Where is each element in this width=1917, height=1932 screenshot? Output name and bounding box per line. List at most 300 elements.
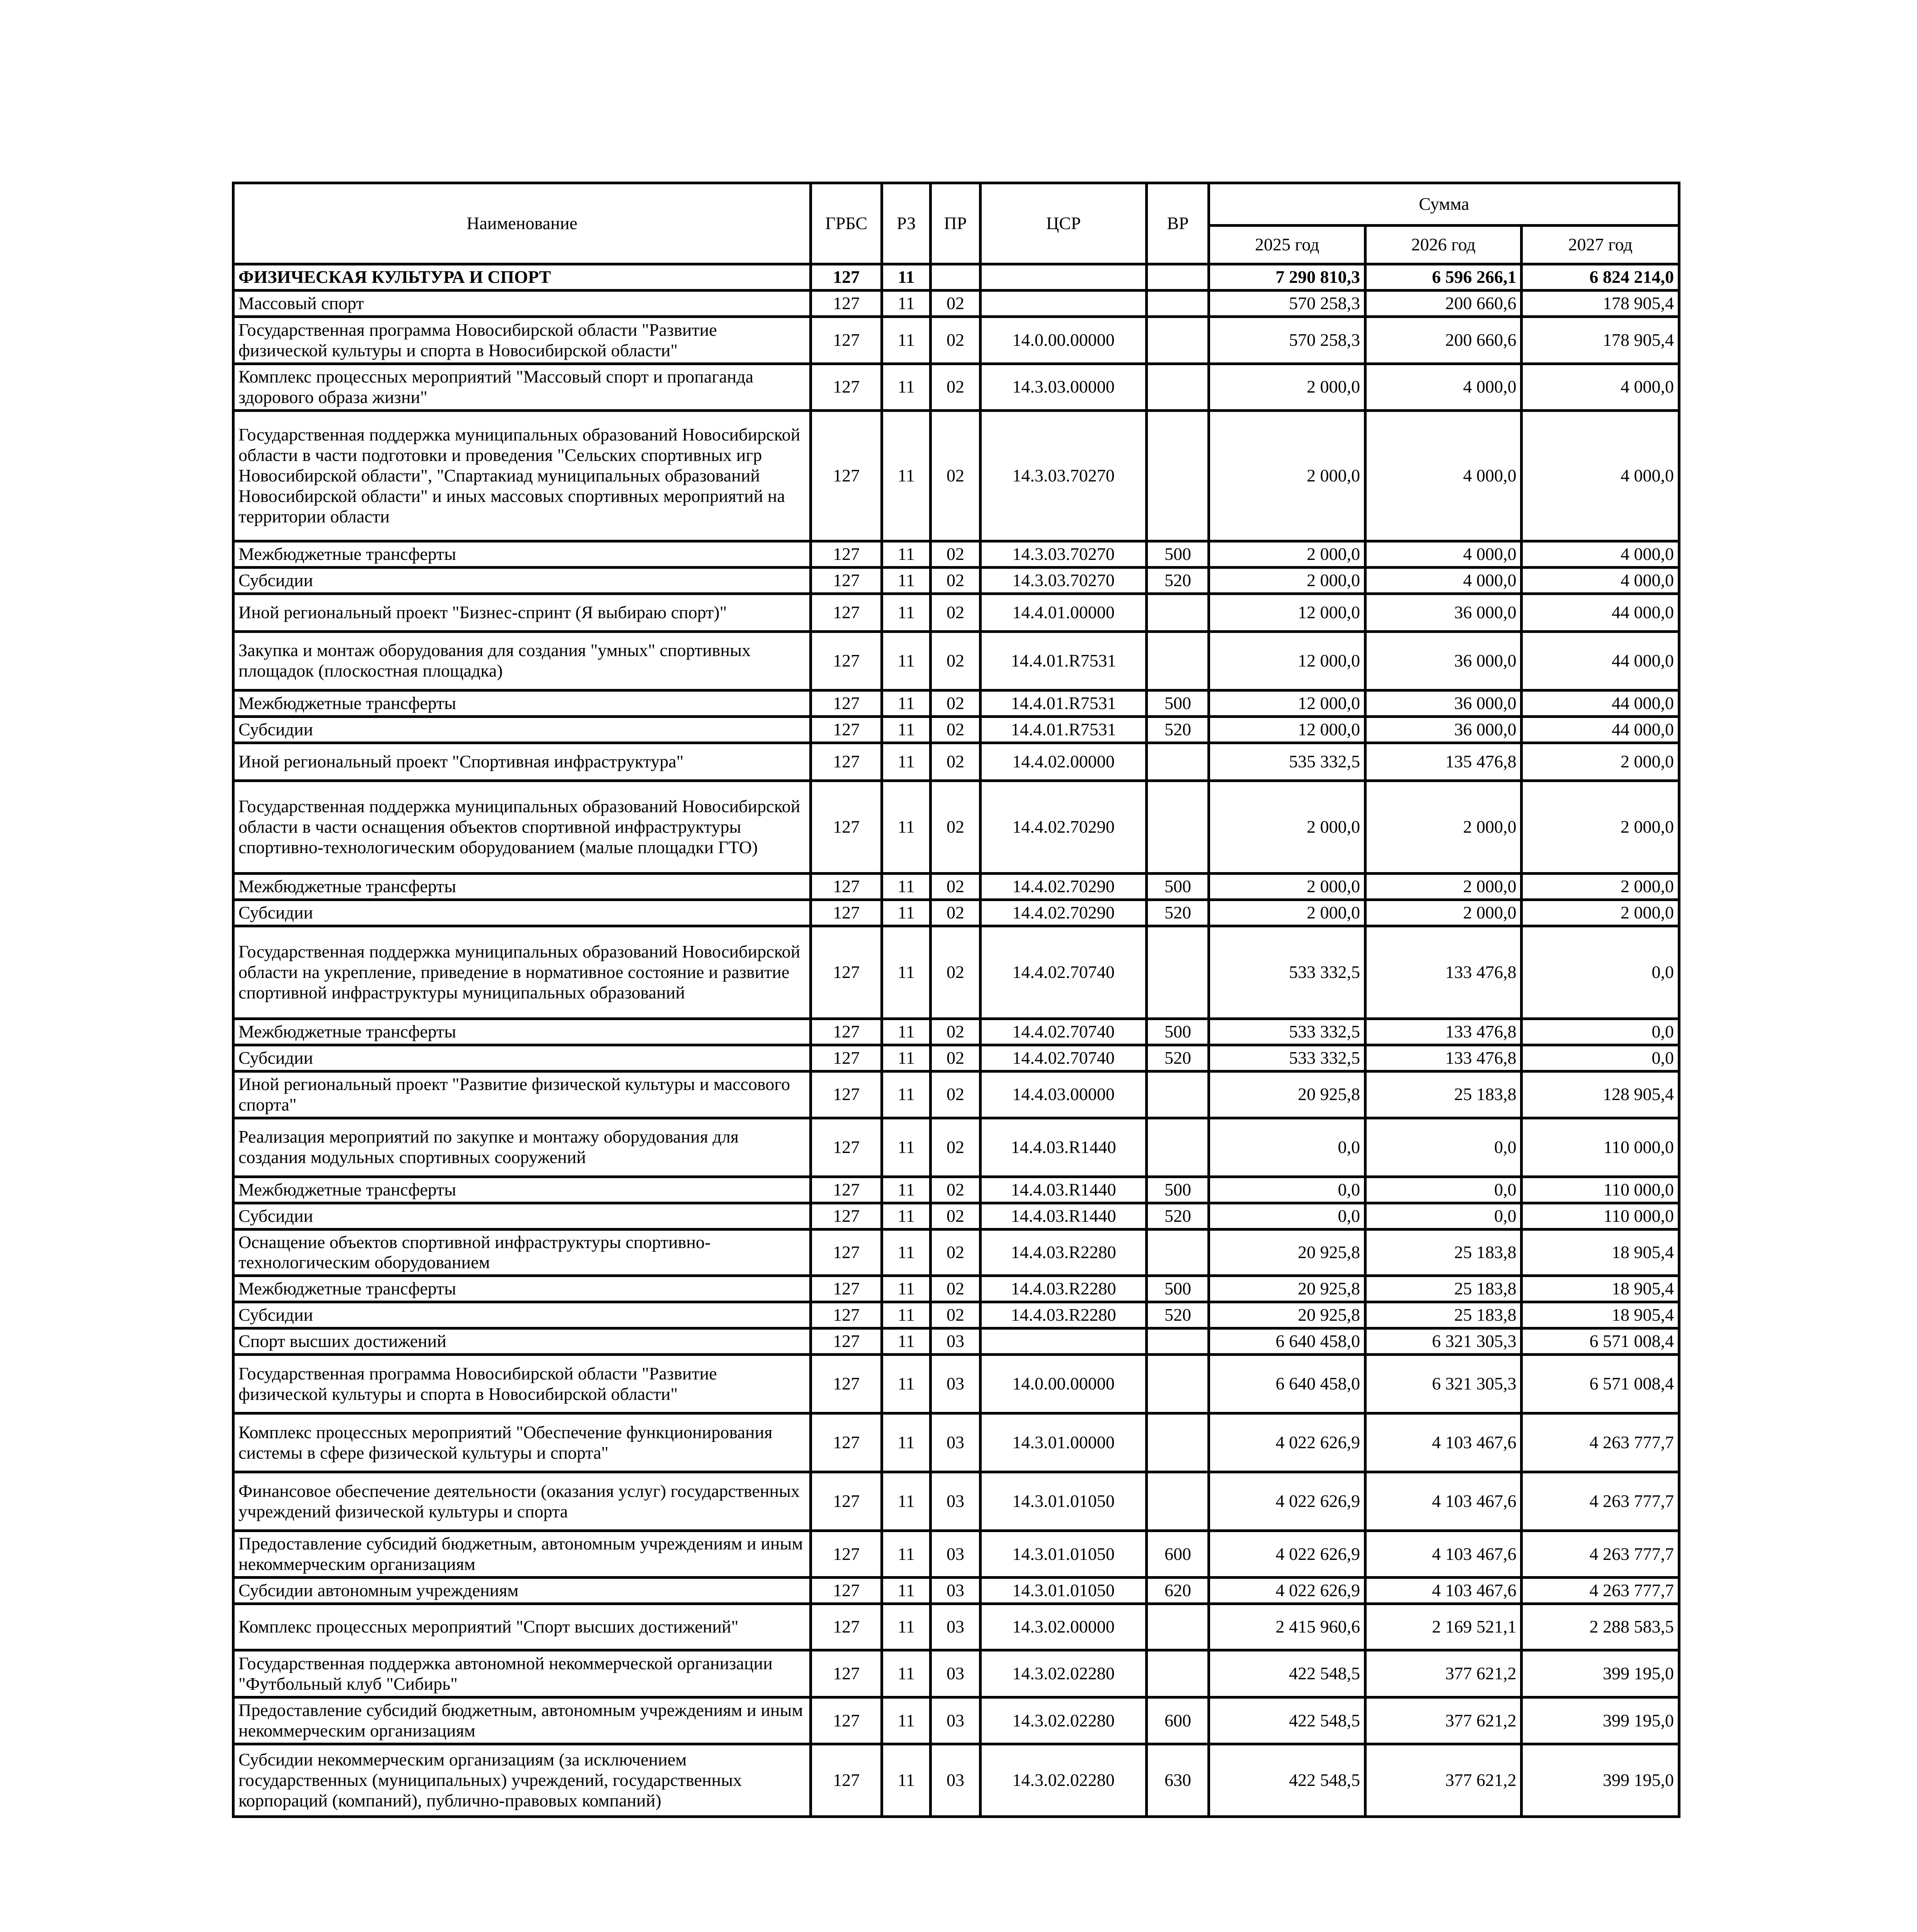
cell-2027: 4 000,0 (1522, 410, 1679, 541)
cell-csr: 14.3.02.02280 (980, 1697, 1147, 1744)
cell-2026: 135 476,8 (1365, 743, 1521, 781)
cell-grbs: 127 (811, 631, 882, 690)
cell-2027: 4 263 777,7 (1522, 1472, 1679, 1531)
cell-2027: 399 195,0 (1522, 1697, 1679, 1744)
cell-grbs: 127 (811, 690, 882, 716)
cell-2025: 12 000,0 (1209, 716, 1365, 743)
cell-csr: 14.0.00.00000 (980, 1355, 1147, 1413)
table-row (233, 690, 1679, 716)
cell-2027: 2 000,0 (1522, 900, 1679, 926)
cell-rz: 11 (882, 567, 931, 594)
table-row (233, 631, 1679, 690)
cell-csr: 14.3.03.70270 (980, 410, 1147, 541)
cell-name: Субсидии (233, 567, 811, 594)
cell-vr: 520 (1147, 1302, 1209, 1328)
cell-pr: 03 (931, 1604, 981, 1650)
cell-2026: 4 103 467,6 (1365, 1413, 1521, 1472)
cell-csr: 14.3.02.02280 (980, 1650, 1147, 1697)
cell-2027: 4 000,0 (1522, 567, 1679, 594)
cell-pr: 02 (931, 716, 981, 743)
table-row (233, 1472, 1679, 1531)
cell-2026: 377 621,2 (1365, 1697, 1521, 1744)
cell-grbs: 127 (811, 1744, 882, 1816)
cell-2027: 6 571 008,4 (1522, 1355, 1679, 1413)
cell-vr (1147, 264, 1209, 291)
cell-vr: 630 (1147, 1744, 1209, 1816)
cell-name: Межбюджетные трансферты (233, 1177, 811, 1203)
cell-vr: 600 (1147, 1531, 1209, 1578)
cell-2027: 44 000,0 (1522, 594, 1679, 631)
cell-name: Субсидии автономным учреждениям (233, 1578, 811, 1604)
cell-2026: 4 103 467,6 (1365, 1472, 1521, 1531)
cell-pr: 02 (931, 1203, 981, 1229)
cell-pr: 02 (931, 1276, 981, 1302)
cell-csr: 14.4.01.R7531 (980, 716, 1147, 743)
cell-rz: 11 (882, 631, 931, 690)
cell-2027: 44 000,0 (1522, 716, 1679, 743)
cell-name: Комплекс процессных мероприятий "Массовый спорт и пропаганда здорового образа жизни" (233, 364, 811, 411)
cell-2027: 4 263 777,7 (1522, 1578, 1679, 1604)
cell-grbs: 127 (811, 1578, 882, 1604)
cell-2026: 2 000,0 (1365, 781, 1521, 873)
cell-pr: 02 (931, 594, 981, 631)
cell-2026: 4 000,0 (1365, 541, 1521, 567)
cell-2026: 6 596 266,1 (1365, 264, 1521, 291)
cell-pr: 03 (931, 1355, 981, 1413)
cell-rz: 11 (882, 541, 931, 567)
cell-vr: 500 (1147, 541, 1209, 567)
cell-vr: 500 (1147, 873, 1209, 900)
cell-2027: 2 000,0 (1522, 873, 1679, 900)
cell-csr: 14.4.03.R2280 (980, 1276, 1147, 1302)
table-row (233, 1744, 1679, 1816)
cell-grbs: 127 (811, 743, 882, 781)
cell-grbs: 127 (811, 1355, 882, 1413)
cell-2027: 2 000,0 (1522, 743, 1679, 781)
cell-csr: 14.4.02.70740 (980, 1045, 1147, 1071)
cell-rz: 11 (882, 1744, 931, 1816)
cell-rz: 11 (882, 1328, 931, 1355)
col-header-2025: 2025 год (1209, 226, 1365, 264)
cell-2025: 4 022 626,9 (1209, 1531, 1365, 1578)
cell-vr: 500 (1147, 1177, 1209, 1203)
cell-grbs: 127 (811, 1697, 882, 1744)
cell-2027: 4 000,0 (1522, 364, 1679, 411)
cell-2027: 44 000,0 (1522, 690, 1679, 716)
cell-grbs: 127 (811, 1328, 882, 1355)
cell-2025: 533 332,5 (1209, 926, 1365, 1019)
cell-2025: 422 548,5 (1209, 1650, 1365, 1697)
cell-rz: 11 (882, 291, 931, 317)
table-row (233, 1650, 1679, 1697)
cell-vr (1147, 926, 1209, 1019)
cell-grbs: 127 (811, 781, 882, 873)
cell-name: Субсидии (233, 900, 811, 926)
cell-2025: 12 000,0 (1209, 594, 1365, 631)
table-row (233, 594, 1679, 631)
table-row (233, 264, 1679, 291)
cell-2025: 20 925,8 (1209, 1302, 1365, 1328)
table-row (233, 1276, 1679, 1302)
cell-grbs: 127 (811, 1604, 882, 1650)
cell-csr: 14.3.01.01050 (980, 1472, 1147, 1531)
cell-pr: 02 (931, 567, 981, 594)
cell-2025: 422 548,5 (1209, 1697, 1365, 1744)
cell-csr: 14.3.02.00000 (980, 1604, 1147, 1650)
cell-pr: 02 (931, 743, 981, 781)
cell-2027: 4 263 777,7 (1522, 1531, 1679, 1578)
cell-csr: 14.4.02.70740 (980, 1019, 1147, 1045)
cell-vr: 520 (1147, 1203, 1209, 1229)
cell-pr: 03 (931, 1328, 981, 1355)
cell-vr (1147, 1355, 1209, 1413)
cell-pr: 02 (931, 317, 981, 364)
cell-2027: 399 195,0 (1522, 1744, 1679, 1816)
cell-rz: 11 (882, 1118, 931, 1177)
cell-2025: 0,0 (1209, 1118, 1365, 1177)
cell-2025: 2 000,0 (1209, 567, 1365, 594)
cell-grbs: 127 (811, 1177, 882, 1203)
cell-csr (980, 291, 1147, 317)
cell-grbs: 127 (811, 567, 882, 594)
cell-grbs: 127 (811, 1302, 882, 1328)
cell-csr (980, 1328, 1147, 1355)
cell-name: Межбюджетные трансферты (233, 1276, 811, 1302)
cell-2025: 2 415 960,6 (1209, 1604, 1365, 1650)
cell-pr: 03 (931, 1531, 981, 1578)
cell-pr: 02 (931, 291, 981, 317)
table-row (233, 541, 1679, 567)
table-row (233, 1413, 1679, 1472)
cell-2027: 0,0 (1522, 1045, 1679, 1071)
cell-vr (1147, 1229, 1209, 1276)
cell-vr (1147, 781, 1209, 873)
table-row (233, 1203, 1679, 1229)
cell-rz: 11 (882, 1355, 931, 1413)
cell-pr: 02 (931, 364, 981, 411)
table-row (233, 364, 1679, 411)
cell-rz: 11 (882, 1302, 931, 1328)
cell-rz: 11 (882, 364, 931, 411)
table-row (233, 1045, 1679, 1071)
cell-vr: 520 (1147, 1045, 1209, 1071)
cell-2026: 4 000,0 (1365, 567, 1521, 594)
cell-vr (1147, 317, 1209, 364)
cell-rz: 11 (882, 781, 931, 873)
cell-2027: 2 000,0 (1522, 781, 1679, 873)
cell-pr: 02 (931, 900, 981, 926)
cell-grbs: 127 (811, 1019, 882, 1045)
table-row (233, 1697, 1679, 1744)
cell-2027: 6 824 214,0 (1522, 264, 1679, 291)
cell-2025: 12 000,0 (1209, 631, 1365, 690)
cell-csr: 14.4.02.00000 (980, 743, 1147, 781)
cell-2027: 4 263 777,7 (1522, 1413, 1679, 1472)
cell-name: Государственная поддержка муниципальных образований Новосибирской области в части оснащения объектов спортивной инфраструктуры спортивно-технологическим оборудованием (малые площадки ГТО) (233, 781, 811, 873)
cell-vr (1147, 1118, 1209, 1177)
table-row (233, 716, 1679, 743)
cell-rz: 11 (882, 1531, 931, 1578)
cell-vr: 500 (1147, 690, 1209, 716)
cell-rz: 11 (882, 264, 931, 291)
cell-csr: 14.4.02.70740 (980, 926, 1147, 1019)
cell-pr: 02 (931, 631, 981, 690)
cell-csr: 14.3.01.01050 (980, 1531, 1147, 1578)
cell-grbs: 127 (811, 541, 882, 567)
cell-2025: 20 925,8 (1209, 1071, 1365, 1118)
cell-2027: 6 571 008,4 (1522, 1328, 1679, 1355)
budget-table (232, 182, 1680, 1818)
table-row (233, 1302, 1679, 1328)
cell-2026: 0,0 (1365, 1118, 1521, 1177)
cell-2027: 178 905,4 (1522, 317, 1679, 364)
cell-grbs: 127 (811, 364, 882, 411)
cell-csr: 14.3.02.02280 (980, 1744, 1147, 1816)
cell-pr: 03 (931, 1413, 981, 1472)
cell-2025: 20 925,8 (1209, 1276, 1365, 1302)
cell-2025: 6 640 458,0 (1209, 1328, 1365, 1355)
cell-2025: 570 258,3 (1209, 317, 1365, 364)
cell-name: Предоставление субсидий бюджетным, автономным учреждениям и иным некоммерческим организациям (233, 1697, 811, 1744)
table-row (233, 1177, 1679, 1203)
col-header-vr: ВР (1147, 183, 1209, 264)
cell-2025: 2 000,0 (1209, 364, 1365, 411)
cell-rz: 11 (882, 1697, 931, 1744)
cell-name: Оснащение объектов спортивной инфраструктуры спортивно-технологическим оборудованием (233, 1229, 811, 1276)
cell-pr (931, 264, 981, 291)
cell-2026: 377 621,2 (1365, 1744, 1521, 1816)
cell-name: Государственная программа Новосибирской области "Развитие физической культуры и спорта в Новосибирской области" (233, 317, 811, 364)
cell-2027: 18 905,4 (1522, 1276, 1679, 1302)
cell-2027: 110 000,0 (1522, 1177, 1679, 1203)
cell-name: Реализация мероприятий по закупке и монтажу оборудования для создания модульных спортивных сооружений (233, 1118, 811, 1177)
col-header-sum: Сумма (1209, 183, 1679, 226)
cell-2026: 36 000,0 (1365, 716, 1521, 743)
table-row (233, 743, 1679, 781)
cell-pr: 02 (931, 1071, 981, 1118)
table-row (233, 1531, 1679, 1578)
cell-2026: 2 000,0 (1365, 873, 1521, 900)
cell-2026: 133 476,8 (1365, 926, 1521, 1019)
cell-2026: 200 660,6 (1365, 317, 1521, 364)
table-row (233, 317, 1679, 364)
cell-name: Субсидии (233, 1203, 811, 1229)
table-row (233, 1604, 1679, 1650)
table-row (233, 781, 1679, 873)
cell-rz: 11 (882, 926, 931, 1019)
cell-2026: 200 660,6 (1365, 291, 1521, 317)
cell-2025: 6 640 458,0 (1209, 1355, 1365, 1413)
cell-vr: 520 (1147, 567, 1209, 594)
cell-2027: 2 288 583,5 (1522, 1604, 1679, 1650)
cell-rz: 11 (882, 1177, 931, 1203)
col-header-name: Наименование (233, 183, 811, 264)
table-row (233, 1019, 1679, 1045)
cell-2025: 535 332,5 (1209, 743, 1365, 781)
cell-pr: 03 (931, 1697, 981, 1744)
table-row (233, 1355, 1679, 1413)
cell-rz: 11 (882, 1472, 931, 1531)
cell-rz: 11 (882, 1604, 931, 1650)
cell-2027: 399 195,0 (1522, 1650, 1679, 1697)
cell-csr: 14.4.01.R7531 (980, 690, 1147, 716)
cell-csr: 14.4.03.R1440 (980, 1177, 1147, 1203)
cell-2025: 570 258,3 (1209, 291, 1365, 317)
cell-2027: 0,0 (1522, 926, 1679, 1019)
cell-csr: 14.4.03.R2280 (980, 1229, 1147, 1276)
col-header-csr: ЦСР (980, 183, 1147, 264)
cell-grbs: 127 (811, 1472, 882, 1531)
cell-pr: 02 (931, 873, 981, 900)
cell-vr (1147, 1604, 1209, 1650)
cell-pr: 03 (931, 1744, 981, 1816)
cell-vr (1147, 291, 1209, 317)
cell-vr (1147, 1650, 1209, 1697)
cell-name: Государственная поддержка муниципальных образований Новосибирской области на укрепление, приведение в нормативное состояние и развитие спортивной инфраструктуры муниципальных образований (233, 926, 811, 1019)
cell-2026: 0,0 (1365, 1203, 1521, 1229)
cell-grbs: 127 (811, 873, 882, 900)
cell-2025: 4 022 626,9 (1209, 1413, 1365, 1472)
cell-name: Массовый спорт (233, 291, 811, 317)
cell-2025: 4 022 626,9 (1209, 1472, 1365, 1531)
cell-name: Межбюджетные трансферты (233, 1019, 811, 1045)
cell-rz: 11 (882, 1276, 931, 1302)
cell-grbs: 127 (811, 410, 882, 541)
cell-rz: 11 (882, 1413, 931, 1472)
cell-csr: 14.3.03.70270 (980, 567, 1147, 594)
cell-grbs: 127 (811, 1118, 882, 1177)
table-row (233, 410, 1679, 541)
cell-pr: 02 (931, 1118, 981, 1177)
cell-name: Субсидии (233, 1302, 811, 1328)
cell-name: Государственная поддержка автономной некоммерческой организации "Футбольный клуб "Сибирь" (233, 1650, 811, 1697)
table-row (233, 926, 1679, 1019)
cell-vr: 500 (1147, 1276, 1209, 1302)
col-header-2026: 2026 год (1365, 226, 1521, 264)
cell-rz: 11 (882, 317, 931, 364)
cell-vr: 620 (1147, 1578, 1209, 1604)
cell-2026: 25 183,8 (1365, 1302, 1521, 1328)
cell-vr: 600 (1147, 1697, 1209, 1744)
cell-csr: 14.4.01.00000 (980, 594, 1147, 631)
cell-2026: 4 103 467,6 (1365, 1578, 1521, 1604)
cell-2025: 4 022 626,9 (1209, 1578, 1365, 1604)
cell-vr (1147, 594, 1209, 631)
cell-vr (1147, 1413, 1209, 1472)
cell-2026: 36 000,0 (1365, 631, 1521, 690)
cell-vr (1147, 743, 1209, 781)
cell-grbs: 127 (811, 1413, 882, 1472)
table-row (233, 291, 1679, 317)
cell-rz: 11 (882, 716, 931, 743)
cell-name: Комплекс процессных мероприятий "Спорт высших достижений" (233, 1604, 811, 1650)
cell-grbs: 127 (811, 1045, 882, 1071)
table-row (233, 873, 1679, 900)
cell-csr: 14.3.01.01050 (980, 1578, 1147, 1604)
cell-2027: 0,0 (1522, 1019, 1679, 1045)
cell-grbs: 127 (811, 1203, 882, 1229)
cell-2026: 25 183,8 (1365, 1276, 1521, 1302)
cell-name: Субсидии некоммерческим организациям (за исключением государственных (муниципальных) учреждений, государственных корпораций (компаний), публично-правовых компаний) (233, 1744, 811, 1816)
cell-grbs: 127 (811, 317, 882, 364)
cell-csr: 14.4.02.70290 (980, 900, 1147, 926)
cell-2025: 12 000,0 (1209, 690, 1365, 716)
cell-vr (1147, 1328, 1209, 1355)
cell-2026: 6 321 305,3 (1365, 1355, 1521, 1413)
cell-2025: 7 290 810,3 (1209, 264, 1365, 291)
cell-rz: 11 (882, 1203, 931, 1229)
cell-2025: 2 000,0 (1209, 781, 1365, 873)
cell-2026: 4 103 467,6 (1365, 1531, 1521, 1578)
cell-vr: 520 (1147, 900, 1209, 926)
cell-name: Государственная поддержка муниципальных образований Новосибирской области в части подготовки и проведения "Сельских спортивных игр Новосибирской области", "Спартакиад муниципальных образований Новосибирской области" и иных массовых спортивных мероприятий на территории области (233, 410, 811, 541)
cell-name: Комплекс процессных мероприятий "Обеспечение функционирования системы в сфере физической культуры и спорта" (233, 1413, 811, 1472)
cell-grbs: 127 (811, 291, 882, 317)
cell-rz: 11 (882, 1071, 931, 1118)
cell-pr: 02 (931, 1229, 981, 1276)
cell-2025: 533 332,5 (1209, 1019, 1365, 1045)
cell-grbs: 127 (811, 1650, 882, 1697)
cell-pr: 02 (931, 926, 981, 1019)
cell-grbs: 127 (811, 900, 882, 926)
table-row (233, 1229, 1679, 1276)
cell-vr: 520 (1147, 716, 1209, 743)
cell-grbs: 127 (811, 1531, 882, 1578)
cell-name: Финансовое обеспечение деятельности (оказания услуг) государственных учреждений физической культуры и спорта (233, 1472, 811, 1531)
cell-name: Межбюджетные трансферты (233, 690, 811, 716)
cell-rz: 11 (882, 410, 931, 541)
cell-name: Субсидии (233, 716, 811, 743)
cell-csr: 14.3.03.70270 (980, 541, 1147, 567)
table-row (233, 900, 1679, 926)
cell-vr (1147, 364, 1209, 411)
cell-rz: 11 (882, 900, 931, 926)
table-row (233, 1328, 1679, 1355)
cell-rz: 11 (882, 743, 931, 781)
cell-vr (1147, 1071, 1209, 1118)
cell-2026: 133 476,8 (1365, 1045, 1521, 1071)
cell-pr: 02 (931, 410, 981, 541)
cell-rz: 11 (882, 1045, 931, 1071)
cell-2026: 36 000,0 (1365, 690, 1521, 716)
cell-rz: 11 (882, 690, 931, 716)
cell-name: Иной региональный проект "Спортивная инфраструктура" (233, 743, 811, 781)
cell-2026: 133 476,8 (1365, 1019, 1521, 1045)
cell-2025: 20 925,8 (1209, 1229, 1365, 1276)
cell-2027: 18 905,4 (1522, 1229, 1679, 1276)
cell-pr: 02 (931, 1302, 981, 1328)
cell-csr: 14.3.03.00000 (980, 364, 1147, 411)
cell-vr (1147, 631, 1209, 690)
cell-2027: 110 000,0 (1522, 1118, 1679, 1177)
cell-2027: 178 905,4 (1522, 291, 1679, 317)
cell-name: Предоставление субсидий бюджетным, автономным учреждениям и иным некоммерческим организациям (233, 1531, 811, 1578)
cell-2025: 2 000,0 (1209, 900, 1365, 926)
cell-2026: 2 169 521,1 (1365, 1604, 1521, 1650)
cell-2027: 110 000,0 (1522, 1203, 1679, 1229)
table-row (233, 1118, 1679, 1177)
cell-pr: 02 (931, 690, 981, 716)
col-header-grbs: ГРБС (811, 183, 882, 264)
cell-2026: 36 000,0 (1365, 594, 1521, 631)
cell-csr: 14.4.02.70290 (980, 781, 1147, 873)
cell-2026: 25 183,8 (1365, 1229, 1521, 1276)
cell-vr: 500 (1147, 1019, 1209, 1045)
cell-rz: 11 (882, 873, 931, 900)
col-header-rz: РЗ (882, 183, 931, 264)
col-header-2027: 2027 год (1522, 226, 1679, 264)
cell-name: Государственная программа Новосибирской области "Развитие физической культуры и спорта в Новосибирской области" (233, 1355, 811, 1413)
